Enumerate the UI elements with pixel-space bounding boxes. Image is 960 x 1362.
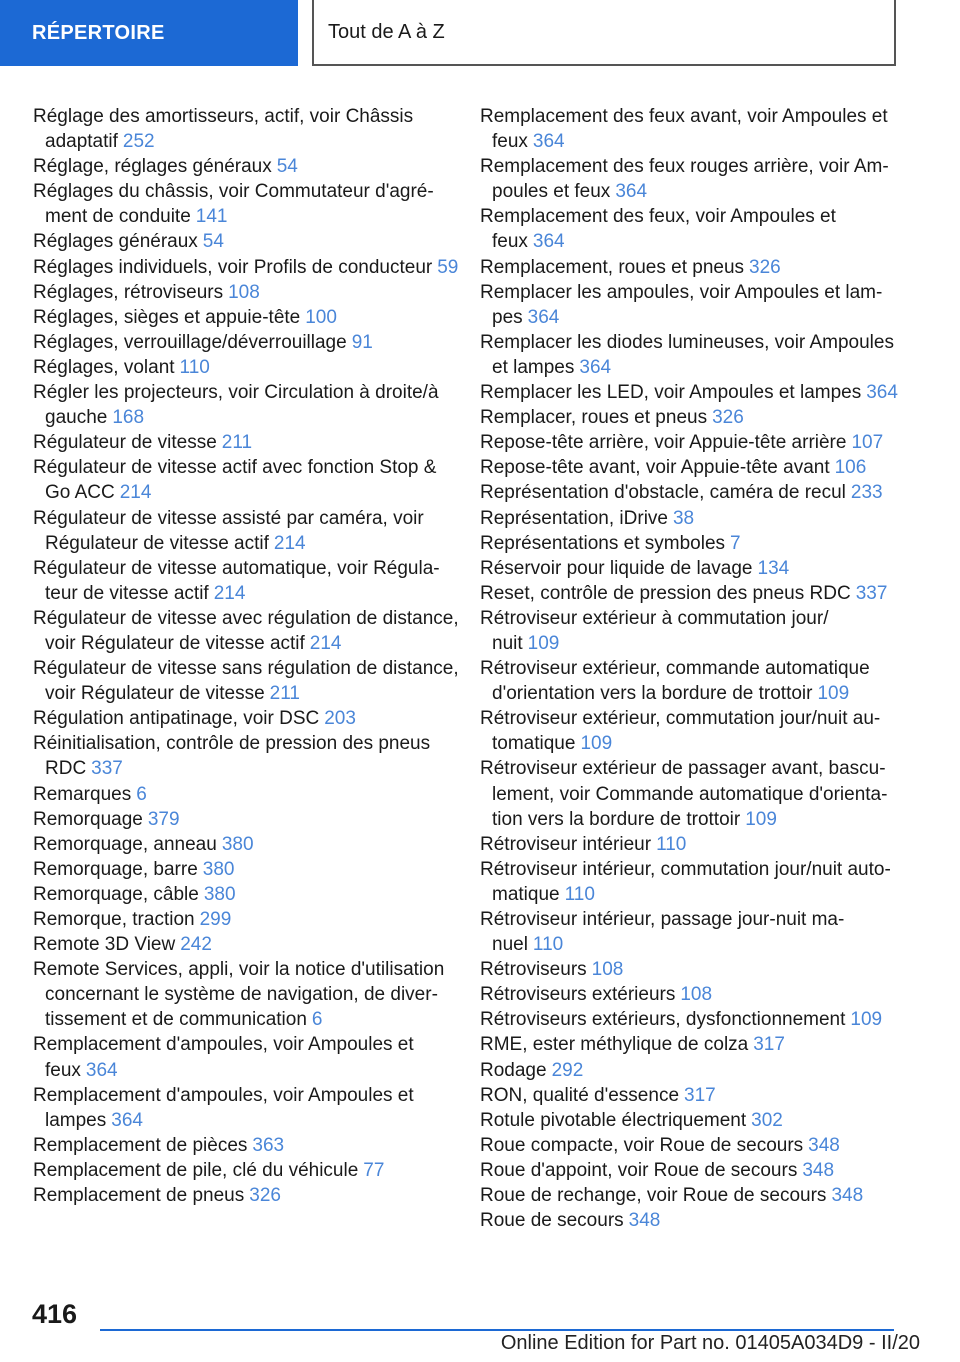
page-reference-link[interactable]: 364	[85, 1059, 118, 1081]
index-entry	[33, 229, 463, 254]
index-entry-text: Régulation antipatinage, voir DSC	[33, 708, 320, 730]
index-entry-text: Réglages généraux	[33, 231, 198, 253]
index-entry	[33, 506, 463, 556]
index-entry	[33, 104, 463, 154]
index-entry-text: Remplacement de pièces	[33, 1134, 248, 1156]
index-entry-text: Remplacer les diodes lumineuses, voir Ampoules et lampes	[480, 331, 894, 378]
page-reference-link[interactable]: 38	[672, 507, 695, 529]
page-reference-link[interactable]: 302	[751, 1109, 783, 1131]
page-reference-link[interactable]: 326	[249, 1185, 281, 1207]
page-reference-link[interactable]: 109	[745, 808, 777, 830]
index-entry-text: Rétroviseurs extérieurs	[480, 984, 676, 1006]
index-entry	[480, 1007, 900, 1032]
page-reference-link[interactable]: 7	[730, 532, 741, 554]
index-entry-text: Régulateur de vitesse assisté par caméra, voir Régulateur de vitesse actif	[33, 507, 424, 554]
index-entry-text: Représentation d'obstacle, caméra de recul	[480, 482, 846, 504]
index-entry	[33, 305, 463, 330]
page-reference-link[interactable]: 242	[180, 934, 212, 956]
index-entry	[33, 606, 463, 656]
index-entry	[33, 1083, 463, 1133]
index-entry	[33, 280, 463, 305]
page-reference-link[interactable]: 59	[437, 256, 459, 278]
index-entry	[480, 1108, 900, 1133]
header-title: Tout de A à Z	[312, 0, 896, 66]
index-entry	[480, 104, 900, 154]
index-entry-text: Remplacer, roues et pneus	[480, 407, 708, 429]
index-entry	[480, 756, 900, 831]
index-entry-text: Régulateur de vitesse sans régulation de distance, voir Régulateur de vitesse	[33, 658, 459, 705]
index-entry-text: Remorquage	[33, 808, 143, 830]
page-reference-link[interactable]: 214	[273, 532, 306, 554]
page-reference-link[interactable]: 364	[532, 231, 565, 253]
page-reference-link[interactable]: 77	[363, 1159, 385, 1181]
page-reference-link[interactable]: 326	[712, 407, 744, 429]
index-entry	[480, 154, 900, 204]
index-entry-text: Réservoir pour liquide de lavage	[480, 557, 753, 579]
index-entry	[480, 255, 900, 280]
page-header	[0, 0, 960, 66]
index-entry	[33, 330, 463, 355]
page-reference-link[interactable]: 106	[834, 457, 867, 479]
index-entry-text: Réglages individuels, voir Profils de conducteur	[33, 256, 433, 278]
index-entry-text: Remplacement de pile, clé du véhicule	[33, 1159, 359, 1181]
page-reference-link[interactable]: 108	[680, 984, 713, 1006]
index-column-left	[33, 104, 463, 1208]
page-number: 416	[32, 1299, 78, 1329]
page-reference-link[interactable]: 252	[122, 131, 155, 153]
index-entry	[480, 706, 900, 756]
page-reference-link[interactable]: 380	[221, 833, 254, 855]
index-entry	[33, 932, 463, 957]
index-entry	[480, 957, 900, 982]
index-entry	[33, 380, 463, 430]
index-entry-text: Régulateur de vitesse actif avec fonction Stop & Go ACC	[33, 457, 437, 504]
page-reference-link[interactable]: 214	[119, 482, 152, 504]
page-reference-link[interactable]: 364	[615, 181, 648, 203]
index-entry	[480, 1032, 900, 1057]
page-reference-link[interactable]: 317	[684, 1084, 716, 1106]
index-entry	[480, 832, 900, 857]
index-entry	[480, 506, 900, 531]
page-reference-link[interactable]: 348	[831, 1185, 864, 1207]
index-entry-text: Remplacer les LED, voir Ampoules et lampes	[480, 382, 862, 404]
page-reference-link[interactable]: 337	[91, 758, 123, 780]
index-entry-text: Régulateur de vitesse	[33, 432, 217, 454]
index-entry-text: Remplacement d'ampoules, voir Ampoules et feux	[33, 1034, 414, 1081]
index-entry-text: Réglages, rétroviseurs	[33, 281, 224, 303]
page-reference-link[interactable]: 299	[199, 909, 232, 930]
index-entry-text: Rétroviseur intérieur, passage jour-nuit manuel	[480, 909, 845, 956]
page-reference-link[interactable]: 211	[269, 683, 300, 705]
index-entry	[33, 857, 463, 882]
index-entry	[480, 907, 900, 957]
index-entry-text: Réglages, sièges et appuie-tête	[33, 306, 301, 328]
index-entry-text: Réinitialisation, contrôle de pression des pneus RDC	[33, 733, 431, 780]
index-entry	[33, 907, 463, 932]
index-entry	[480, 204, 900, 254]
index-entry	[33, 1158, 463, 1183]
index-entry-text: Repose-tête arrière, voir Appuie-tête arrière	[480, 432, 847, 454]
index-entry	[480, 857, 900, 907]
page-reference-link[interactable]: 110	[656, 833, 687, 855]
page-reference-link[interactable]: 380	[202, 858, 235, 880]
index-entry-text: Remorque, traction	[33, 909, 195, 930]
page-reference-link[interactable]: 91	[351, 331, 373, 353]
page-reference-link[interactable]: 168	[112, 407, 145, 429]
index-entry-text: Remarques	[33, 783, 132, 805]
index-entry	[33, 154, 463, 179]
index-entry	[33, 179, 463, 229]
index-entry	[33, 1133, 463, 1158]
index-entry-text: Roue d'appoint, voir Roue de secours	[480, 1159, 798, 1181]
index-entry	[33, 255, 463, 280]
index-entry-text: Rétroviseurs	[480, 959, 587, 981]
index-entry	[33, 882, 463, 907]
index-entry	[480, 531, 900, 556]
index-entry	[480, 581, 900, 606]
page-reference-link[interactable]: 134	[757, 557, 790, 579]
index-entry-text: Rotule pivotable électriquement	[480, 1109, 747, 1131]
index-column-right	[480, 104, 900, 1233]
index-entry	[480, 405, 900, 430]
page-reference-link[interactable]: 292	[551, 1059, 584, 1081]
page-reference-link[interactable]: 364	[111, 1109, 143, 1131]
page-reference-link[interactable]: 54	[276, 156, 298, 178]
index-entry	[33, 782, 463, 807]
index-entry-text: Régler les projecteurs, voir Circulation à droite/à gauche	[33, 382, 439, 429]
page-reference-link[interactable]: 110	[179, 356, 210, 378]
index-entry-text: Remote Services, appli, voir la notice d'utilisation concernant le système de navigation, de divertissement et de communication	[33, 959, 445, 1031]
page-reference-link[interactable]: 108	[591, 959, 624, 981]
page-reference-link[interactable]: 364	[527, 306, 560, 328]
index-entry	[480, 480, 900, 505]
page-reference-link[interactable]: 317	[753, 1034, 785, 1056]
index-entry	[480, 1183, 900, 1208]
index-entry	[480, 455, 900, 480]
index-entry	[33, 430, 463, 455]
index-entry-text: Remplacement, roues et pneus	[480, 256, 745, 278]
index-entry-text: Représentation, iDrive	[480, 507, 668, 529]
index-entry-text: Remplacement des feux avant, voir Ampoules et feux	[480, 106, 888, 153]
page-reference-link[interactable]: 363	[252, 1134, 285, 1156]
page-reference-link[interactable]: 233	[850, 482, 883, 504]
page-reference-link[interactable]: 6	[311, 1009, 323, 1031]
page-reference-link[interactable]: 141	[195, 206, 228, 228]
index-entry-text: RON, qualité d'essence	[480, 1084, 680, 1106]
index-entry-text: Remorquage, barre	[33, 858, 198, 880]
index-entry-text: Régulateur de vitesse avec régulation de distance, voir Régulateur de vitesse actif	[33, 607, 459, 654]
index-entry-text: Remplacement de pneus	[33, 1185, 245, 1207]
section-tab: RÉPERTOIRE	[0, 0, 298, 66]
index-entry-text: Roue compacte, voir Roue de secours	[480, 1134, 804, 1156]
index-entry-text: Réglage des amortisseurs, actif, voir Châssis adaptatif	[33, 106, 414, 153]
page-reference-link[interactable]: 348	[628, 1210, 661, 1232]
index-entry-text: Rétroviseur intérieur, commutation jour/nuit automatique	[480, 858, 891, 905]
index-entry	[480, 556, 900, 581]
page-reference-link[interactable]: 108	[228, 281, 260, 303]
index-entry	[480, 656, 900, 706]
index-entry-text: Remplacement des feux rouges arrière, voir Ampoules et feux	[480, 156, 889, 203]
page-reference-link[interactable]: 326	[749, 256, 781, 278]
index-entry	[480, 606, 900, 656]
index-entry	[33, 957, 463, 1032]
index-entry	[33, 731, 463, 781]
page-reference-link[interactable]: 379	[147, 808, 180, 830]
page-reference-link[interactable]: 110	[564, 883, 595, 905]
page-reference-link[interactable]: 214	[309, 632, 342, 654]
index-entry-text: Remote 3D View	[33, 934, 176, 956]
index-entry	[480, 280, 900, 330]
page-reference-link[interactable]: 211	[221, 432, 253, 454]
page-reference-link[interactable]: 100	[305, 306, 337, 328]
index-entry	[480, 1083, 900, 1108]
page-reference-link[interactable]: 364	[532, 131, 565, 153]
index-entry-text: Rétroviseur intérieur	[480, 833, 652, 855]
index-entry-text: Remplacer les ampoules, voir Ampoules et lampes	[480, 281, 883, 328]
index-entry	[480, 1133, 900, 1158]
index-entry	[480, 1208, 900, 1233]
index-entry	[33, 1032, 463, 1082]
page-reference-link[interactable]: 109	[580, 733, 613, 755]
index-entry	[480, 1058, 900, 1083]
index-entry	[33, 556, 463, 606]
index-entry	[480, 430, 900, 455]
page-reference-link[interactable]: 109	[850, 1009, 883, 1031]
index-entry	[33, 706, 463, 731]
index-entry-text: Régulateur de vitesse automatique, voir Régulateur de vitesse actif	[33, 557, 440, 604]
page-reference-link[interactable]: 109	[817, 683, 850, 705]
index-entry	[33, 455, 463, 505]
index-entry-text: Remorquage, câble	[33, 883, 199, 905]
index-entry-text: RME, ester méthylique de colza	[480, 1034, 749, 1056]
page-reference-link[interactable]: 6	[136, 783, 147, 805]
page-reference-link[interactable]: 337	[855, 582, 888, 604]
index-entry-text: Roue de secours	[480, 1210, 624, 1232]
index-entry-text: Remplacement des feux, voir Ampoules et feux	[480, 206, 836, 253]
index-entry-text: Remplacement d'ampoules, voir Ampoules et lampes	[33, 1084, 414, 1131]
footer-divider	[100, 1329, 894, 1331]
index-entry-text: Reset, contrôle de pression des pneus RDC	[480, 582, 851, 604]
index-entry-text: Rétroviseur extérieur, commutation jour/nuit automatique	[480, 708, 881, 755]
index-entry-text: Réglages, volant	[33, 356, 175, 378]
index-entry	[33, 807, 463, 832]
index-entry-text: Rétroviseurs extérieurs, dysfonctionnement	[480, 1009, 846, 1031]
page-reference-link[interactable]: 107	[851, 432, 884, 454]
index-entry-text: Réglage, réglages généraux	[33, 156, 272, 178]
page-reference-link[interactable]: 109	[527, 632, 560, 654]
index-entry	[480, 380, 900, 405]
page-reference-link[interactable]: 54	[202, 231, 224, 253]
index-entry-text: Rodage	[480, 1059, 547, 1081]
page-reference-link[interactable]: 348	[808, 1134, 840, 1156]
index-entry-text: Rétroviseur extérieur, commande automatique d'orientation vers la bordure de trottoir	[480, 658, 870, 705]
index-entry-text: Remorquage, anneau	[33, 833, 217, 855]
index-entry	[480, 330, 900, 380]
index-entry	[33, 355, 463, 380]
page-reference-link[interactable]: 364	[866, 382, 898, 404]
index-entry-text: Représentations et symboles	[480, 532, 726, 554]
index-entry	[33, 1183, 463, 1208]
index-entry-text: Rétroviseur extérieur de passager avant, basculement, voir Commande automatique d'orientation vers la bordure de trottoir	[480, 758, 888, 830]
index-entry	[480, 1158, 900, 1183]
page-reference-link[interactable]: 110	[532, 934, 564, 956]
index-entry-text: Réglages, verrouillage/déverrouillage	[33, 331, 347, 353]
page-reference-link[interactable]: 380	[203, 883, 236, 905]
index-entry-text: Réglages du châssis, voir Commutateur d'agrément de conduite	[33, 181, 434, 228]
index-entry-text: Repose-tête avant, voir Appuie-tête avant	[480, 457, 830, 479]
page-reference-link[interactable]: 203	[324, 708, 356, 730]
page-reference-link[interactable]: 348	[802, 1159, 835, 1181]
index-entry	[480, 982, 900, 1007]
page-reference-link[interactable]: 364	[579, 356, 612, 378]
index-entry-text: Rétroviseur extérieur à commutation jour/ nuit	[480, 607, 829, 654]
footer-edition-text: Online Edition for Part no. 01405A034D9 - II/20	[500, 1332, 920, 1354]
page-reference-link[interactable]: 214	[213, 582, 246, 604]
index-entry	[33, 832, 463, 857]
index-entry	[33, 656, 463, 706]
index-entry-text: Roue de rechange, voir Roue de secours	[480, 1185, 827, 1207]
